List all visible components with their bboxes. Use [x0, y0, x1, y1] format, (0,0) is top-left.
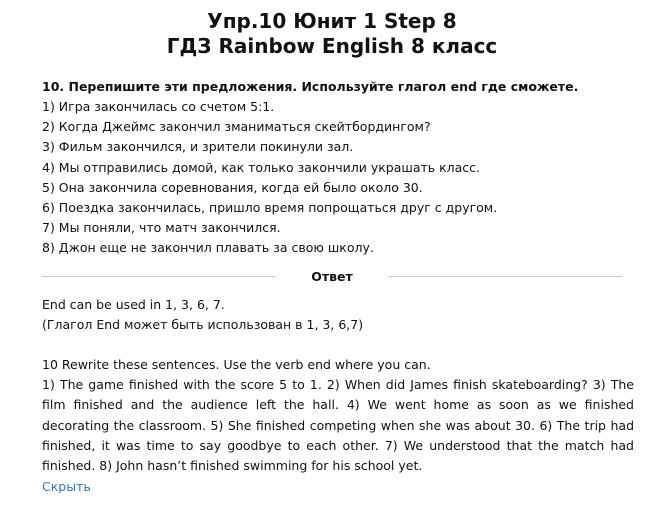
answer-section	[42, 295, 634, 498]
task-item: 6) Поездка закончилась, пришло время попрощаться друг с другом.	[42, 200, 498, 216]
task-item: 2) Когда Джеймс закончил зманиматься скейтбордингом?	[42, 119, 431, 135]
task-item: 4) Мы отправились домой, как только закончили украшать класс.	[42, 159, 481, 175]
hide-answer-link[interactable]: Скрыть	[42, 479, 91, 495]
exercise-content	[0, 77, 664, 497]
rewrite-heading: 10 Rewrite these sentences. Use the verb end where you can.	[42, 357, 431, 373]
task-item: 8) Джон еще не закончил плавать за свою школу.	[42, 240, 374, 256]
answer-line: End can be used in 1, 3, 6, 7.	[42, 296, 225, 312]
title-line-2: ГДЗ Rainbow English 8 класс	[166, 34, 498, 58]
rewrite-body: 1) The game finished with the score 5 to 1. 2) When did James finish skateboarding? 3) The film finished and the audience left the hall. 4) We went home as soon as we finished decorating the classroom. 5) She finished competing when she was about 30. 6) The trip had finished, it was time to say goodbye to each other. 7) We understood that the match had finished. 8) John hasn’t finished swimming for his school yet.	[42, 377, 634, 474]
task-item: 3) Фильм закончился, и зрители покинули зал.	[42, 139, 354, 155]
answer-translation: (Глагол End может быть использован в 1, 3, 6,7)	[42, 316, 364, 332]
task-heading: 10. Перепишите эти предложения. Используйте глагол end где сможете.	[42, 79, 579, 94]
task-item: 5) Она закончила соревнования, когда ей было около 30.	[42, 179, 423, 195]
answer-label: Ответ	[311, 269, 353, 285]
title-line-1: Упр.10 Юнит 1 Step 8	[207, 9, 457, 33]
task-item: 7) Мы поняли, что матч закончился.	[42, 220, 281, 236]
task-item: 1) Игра закончилась со счетом 5:1.	[42, 99, 275, 114]
answer-divider	[42, 267, 622, 287]
task-list	[42, 97, 622, 259]
divider-rule-right	[387, 276, 622, 277]
page-title	[0, 9, 664, 59]
divider-rule-left	[42, 276, 277, 277]
